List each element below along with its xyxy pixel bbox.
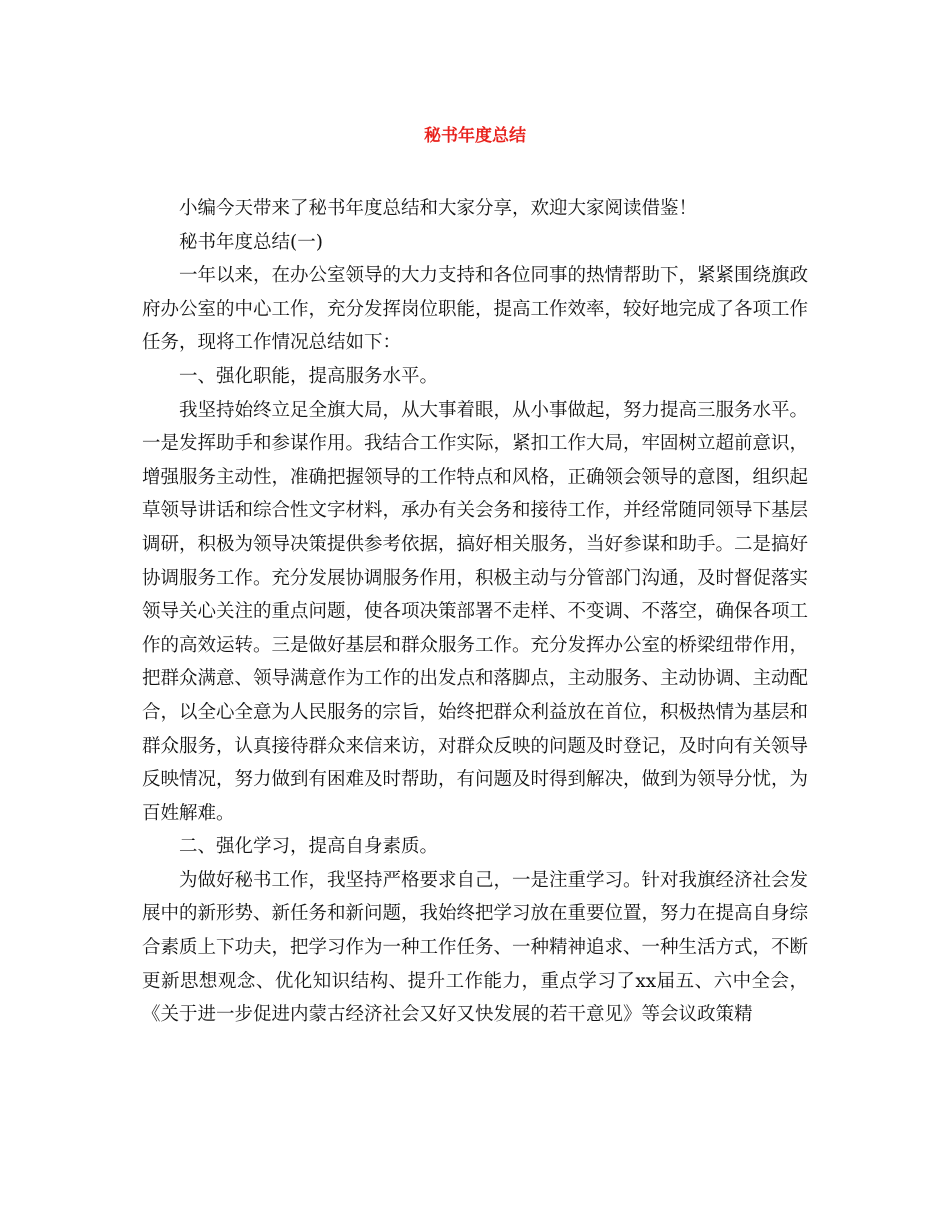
section-heading-two: 二、强化学习，提高自身素质。	[179, 836, 439, 858]
section-heading-summary-one: 秘书年度总结(一)	[179, 231, 323, 253]
document-title: 秘书年度总结	[424, 126, 526, 146]
intro-paragraph: 小编今天带来了秘书年度总结和大家分享，欢迎大家阅读借鉴！	[179, 198, 698, 219]
study-paragraph: 为做好秘书工作，我坚持严格要求自己，一是注重学习。针对我旗经济社会发展中的新形势、新任务和新问题，我始终把学习放在重要位置，努力在提高自身综合素质上下功夫，把学习作为一种工作任务、一种精神追求、一种生活方式，不断更新思想观念、优化知识结构、提升工作能力，重点学习了xx届五、六中全会，《关于进一步促进内蒙古经济社会又好又快发展的若干意见》等会议政策精	[142, 869, 809, 1026]
document-body	[142, 192, 808, 1032]
overview-paragraph: 一年以来，在办公室领导的大力支持和各位同事的热情帮助下，紧紧围绕旗政府办公室的中心工作，充分发挥岗位职能，提高工作效率，较好地完成了各项工作任务，现将工作情况总结如下：	[142, 265, 809, 354]
section-heading-one: 一、强化职能，提高服务水平。	[179, 365, 439, 387]
service-paragraph: 我坚持始终立足全旗大局，从大事着眼，从小事做起，努力提高三服务水平。一是发挥助手和参谋作用。我结合工作实际，紧扣工作大局，牢固树立超前意识，增强服务主动性，准确把握领导的工作特点和风格，正确领会领导的意图，组织起草领导讲话和综合性文字材料，承办有关会务和接待工作，并经常随同领导下基层调研，积极为领导决策提供参考依据，搞好相关服务，当好参谋和助手。二是搞好协调服务工作。充分发展协调服务作用，积极主动与分管部门沟通，及时督促落实领导关心关注的重点问题，使各项决策部署不走样、不变调、不落空，确保各项工作的高效运转。三是做好基层和群众服务工作。充分发挥办公室的桥梁纽带作用，把群众满意、领导满意作为工作的出发点和落脚点，主动服务、主动协调、主动配合，以全心全意为人民服务的宗旨，始终把群众利益放在首位，积极热情为基层和群众服务，认真接待群众来信来访，对群众反映的问题及时登记，及时向有关领导反映情况，努力做到有困难及时帮助，有问题及时得到解决，做到为领导分忧，为百姓解难。	[142, 399, 809, 824]
